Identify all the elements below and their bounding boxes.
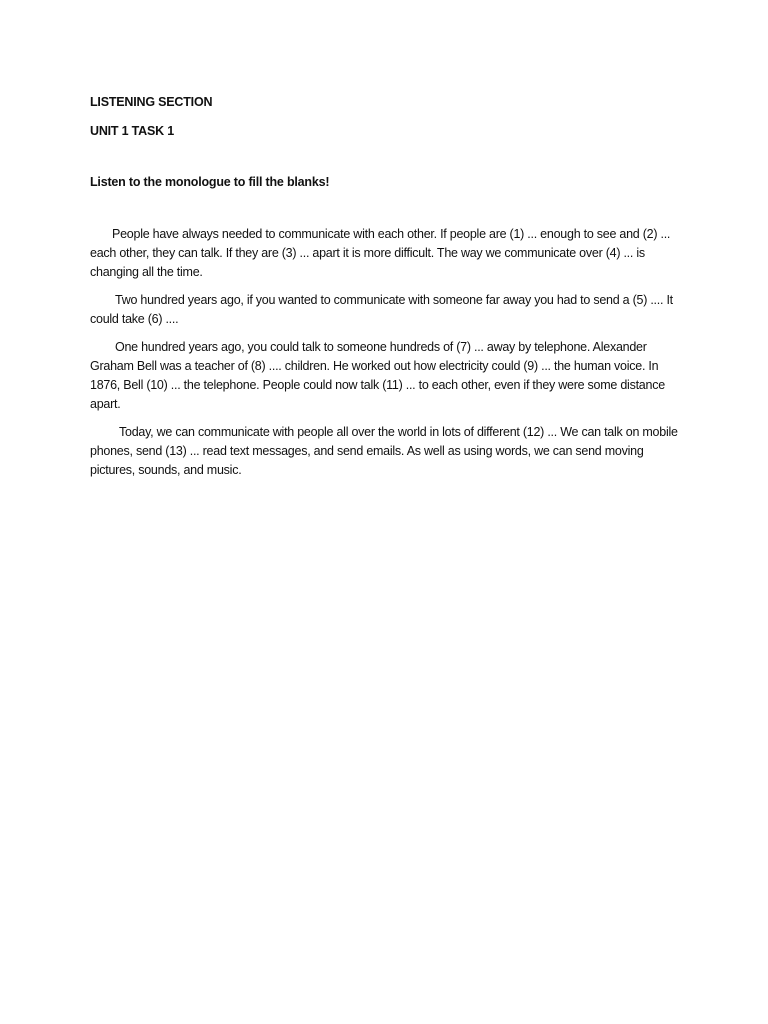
section-title: LISTENING SECTION — [90, 95, 213, 109]
document-body — [90, 94, 690, 489]
paragraph: Today, we can communicate with people all over the world in lots of different (12) ... We can talk on mobile phones, send (13) ... read text messages, and send emails. As well as using words, we can send moving pictures, sounds, and music. — [90, 425, 678, 477]
paragraph: People have always needed to communicate with each other. If people are (1) ... enough to see and (2) ... each other, they can talk. If they are (3) ... apart it is more difficult. The way we communicate over (4) ... is changing all the time. — [90, 227, 671, 279]
unit-title: UNIT 1 TASK 1 — [90, 124, 174, 138]
paragraph: One hundred years ago, you could talk to someone hundreds of (7) ... away by telephone. Alexander Graham Bell was a teacher of (8) .... children. He worked out how electricity could (9) ... the human voice. In 1876, Bell (10) ... the telephone. People could now talk (11) ... to each other, even if they were some distance apart. — [90, 340, 665, 411]
monologue-text — [90, 225, 690, 480]
paragraph: Two hundred years ago, if you wanted to communicate with someone far away you had to send a (5) .... It could take (6) .... — [90, 293, 673, 326]
instruction-text: Listen to the monologue to fill the blanks! — [90, 175, 330, 189]
